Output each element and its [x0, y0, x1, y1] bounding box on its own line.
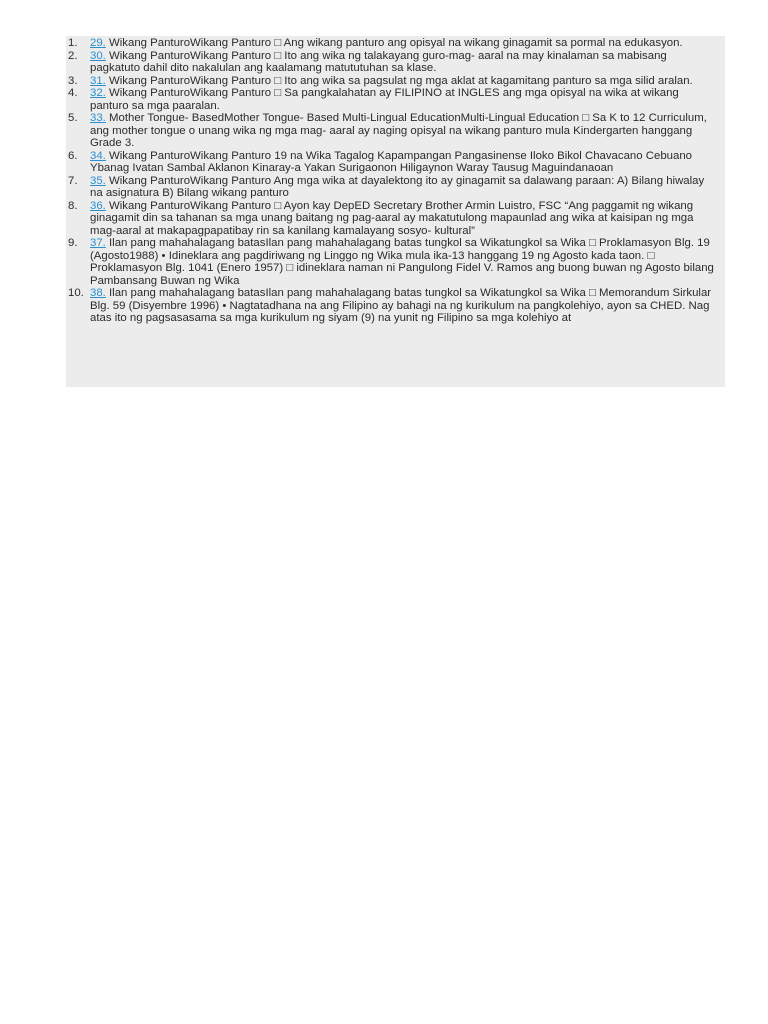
slide-link[interactable]: 30. [90, 49, 106, 62]
list-item [66, 237, 719, 287]
list-item-text: Wikang PanturoWikang Panturo □ Ito ang wika sa pagsulat ng mga aklat at kagamitang panturo sa mga silid aralan. [105, 74, 693, 87]
list-item-number: 9. [68, 237, 78, 249]
list-item-number: 7. [68, 174, 78, 187]
list-item-body [90, 112, 719, 150]
slide-link[interactable]: 34. [90, 149, 106, 162]
slide-link[interactable]: 29. [90, 37, 106, 49]
slide-link[interactable]: 37. [90, 237, 106, 249]
list-item [66, 200, 719, 238]
list-item-body [90, 150, 719, 175]
list-item-body [90, 175, 719, 200]
list-item [66, 175, 719, 200]
list-item-number: 10. [68, 287, 84, 299]
list-item-number: 2. [68, 49, 78, 62]
slide-link[interactable]: 38. [90, 287, 106, 299]
slide-link[interactable]: 35. [90, 174, 106, 187]
slide-link[interactable]: 32. [90, 87, 106, 99]
document-list-panel [66, 36, 725, 387]
slide-link[interactable]: 36. [90, 199, 106, 212]
list-item [66, 287, 719, 325]
list-item-number: 6. [68, 149, 78, 162]
list-item-body [90, 37, 719, 50]
list-item [66, 112, 719, 150]
list-item-body [90, 75, 719, 88]
list-item-body [90, 87, 719, 112]
list-item-number: 3. [68, 74, 78, 87]
list-item [66, 37, 719, 50]
list-item-text: Wikang PanturoWikang Panturo □ Sa pangkalahatan ay FILIPINO at INGLES ang mga opisyal na wika at wikang panturo sa mga paaralan. [90, 87, 679, 112]
list-item-body [90, 50, 719, 75]
list-item-text: Wikang PanturoWikang Panturo 19 na Wika Tagalog Kapampangan Pangasinense Iloko Bikol Chavacano Cebuano Ybanag Ivatan Sambal Aklanon Kinaray-a Yakan Surigaonon Hiligaynon Waray Tausug Maguindanaoan [90, 149, 692, 174]
list-item-number: 1. [68, 37, 78, 49]
numbered-list [66, 37, 719, 325]
list-item-number: 5. [68, 112, 78, 124]
list-item [66, 87, 719, 112]
list-item-text: Wikang PanturoWikang Panturo □ Ito ang wika ng talakayang guro-mag- aaral na may kinalaman sa mabisang pagkatuto dahil dito nakalulan ang kaalamang matututuhan sa klase. [90, 49, 667, 74]
slide-link[interactable]: 31. [90, 74, 106, 87]
list-item-text: Wikang PanturoWikang Panturo □ Ayon kay DepED Secretary Brother Armin Luistro, FSC “Ang paggamit ng wikang ginagamit din sa tahanan sa mga unang baitang ng pag-aaral ay makatutulong mapaunlad ang wika at kaisipan ng mga mag-aaral at makapagpapatibay rin sa kanilang kamalayang sosyo- kultural” [90, 199, 694, 237]
list-item-number: 8. [68, 199, 78, 212]
list-item [66, 150, 719, 175]
list-item-number: 4. [68, 87, 78, 99]
list-item-text: Ilan pang mahahalagang batasIlan pang mahahalagang batas tungkol sa Wikatungkol sa Wika □ Memorandum Sirkular Blg. 59 (Disyembre 1996) • Nagtatadhana na ang Filipino ay bahagi na ng kurikulum na pangkolehiyo, ayon sa CHED. Nag atas ito ng pagsasasama sa mga kurikulum ng siyam (9) na yunit ng Filipino sa mga kolehiyo at [90, 287, 712, 324]
list-item-body [90, 237, 719, 287]
list-item [66, 75, 719, 88]
slide-link[interactable]: 33. [90, 112, 106, 124]
list-item-body [90, 200, 719, 238]
list-item-text: Mother Tongue- BasedMother Tongue- Based Multi-Lingual EducationMulti-Lingual Education □ Sa K to 12 Curriculum, ang mother tongue o unang wika ng mga mag- aaral ay naging opisyal na wikang panturo mula Kindergarten hanggang Grade 3. [90, 112, 707, 149]
list-item-text: Ilan pang mahahalagang batasIlan pang mahahalagang batas tungkol sa Wikatungkol sa Wika □ Proklamasyon Blg. 19 (Agosto1988) • Idineklara ang pagdiriwang ng Linggo ng Wika mula ika-13 hanggang 19 ng Agosto kada taon. □ Proklamasyon Blg. 1041 (Enero 1957) □ idineklara naman ni Pangulong Fidel V. Ramos ang buong buwan ng Agosto bilang Pambansang Buwan ng Wika [90, 237, 714, 287]
list-item-text: Wikang PanturoWikang Panturo □ Ang wikang panturo ang opisyal na wikang ginagamit sa pormal na edukasyon. [105, 37, 683, 49]
list-item-body [90, 287, 719, 325]
list-item [66, 50, 719, 75]
list-item-text: Wikang PanturoWikang Panturo Ang mga wika at dayalektong ito ay ginagamit sa dalawang paraan: A) Bilang hiwalay na asignatura B) Bilang wikang panturo [90, 174, 705, 199]
